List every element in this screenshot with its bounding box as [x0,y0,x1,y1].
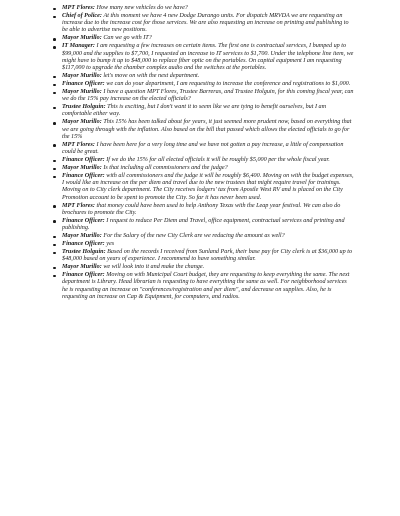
statement-text: If we do the 15% for all elected officials it will be roughly $5,000 per the whole fiscal year. [106,157,330,164]
statement-text: Moving on with Municipal Court budget, they are requesting to keep everything the same. The next department is Library. Head librarian is requesting to have everything the same as well. For neighborhood services he is requesting an increase on "conferences/registration and per diem", and decrease on supplies. Also, he is requesting an increase on Cap & Equipment, for computers, and radios. [62,272,350,300]
speaker-colon: : [99,264,104,271]
statement-text: For the Salary of the new City Clerk are we reducing the amount as well? [103,233,285,240]
bullet-icon [53,236,56,239]
speaker-name: Trustee Holguin [62,104,104,111]
statement-text: let's move on with the next department. [103,73,200,80]
statement-text: Based on the records I received from Sunland Park, their base pay for City clerk is at $36,000 up to $48,000 based on years of experience. I recommend to have something similar. [62,249,353,263]
statement-text: Is that including all commissioners and the judge? [103,165,228,172]
list-item [62,13,354,35]
statement-text: we can do your department, I am requesting to increase the conference and registrations to $1,000. [106,81,351,88]
list-item [62,142,354,156]
bullet-icon [53,275,56,278]
speaker-name: Mayor Murillo [62,35,100,42]
list-item [62,104,354,118]
speaker-colon: : [99,165,104,172]
statement-text: I have a question MPT Flores, Trustee Barreras, and Trustee Holguin, for this coming fiscal year, can we do the 15% pay increase on the elected officials? [62,89,354,103]
list-item [62,5,354,12]
statement-text: I have been here for a very long time and we have not gotten a pay increase, a little of compensation could be great. [62,141,344,156]
list-item [62,35,354,42]
bullet-icon [53,8,56,11]
statement-text: yes [106,241,115,248]
bullet-icon [53,107,56,110]
bullet-icon [53,122,56,125]
speaker-colon: : [102,173,107,180]
statement-text: At this moment we have 4 new Dodge Durango units. For dispatch MRVDA we are requesting an increase due to the increase cost for those services. We are also requesting an increase on printing and publishing to be able to advertise new positions. [62,13,349,34]
list-item [62,119,354,141]
speaker-name: Mayor Murillo [62,89,100,96]
bullet-icon [53,205,56,208]
speaker-colon: : [102,217,107,224]
speaker-colon: : [99,233,104,240]
speaker-colon: : [92,202,97,209]
speaker-colon: : [102,241,107,248]
speaker-name: Finance Officer [62,157,103,164]
speaker-name: MPT Flores [62,141,93,148]
speaker-colon: : [102,81,107,88]
list-item [62,165,354,172]
speaker-name: MPT Flores [62,5,93,11]
speaker-name: Finance Officer [62,217,103,224]
minutes-list [62,5,354,301]
statement-text: with all commissioners and the judge it will be roughly $6,400. Moving on with the budget expenses, I would like an increase on the per diem and travel due to the new trustees that might require travel for trainings. Moving on to City clerk department. The City receives lodgers' tax from Apostle West RV and is placed on the City Promotion account to be spent to promote the City. So far it has never been used. [62,173,354,201]
bullet-icon [53,92,56,95]
bullet-icon [53,220,56,223]
speaker-name: Chief of Police [62,13,100,19]
speaker-colon: : [99,35,104,42]
speaker-colon: : [103,104,108,111]
speaker-name: Finance Officer [62,173,103,180]
statement-text: Can we go with IT? [103,35,152,42]
speaker-colon: : [99,13,104,19]
list-item [62,73,354,80]
statement-text: I am requesting a few increases on certain items. The first one is contractual services, I bumped up to $99,000 and the supplies to $7,700, I requested an increase to IT services to $1,700. Under the telephone line item, we might have to bump it up to $48,000 to replace fiber optic on the portables. On capital equipment I am requesting $117,000 to upgrade the chamber complex audio and the switches at the portables. [62,43,354,72]
statement-text: we will look into it and make the change. [103,264,205,271]
bullet-icon [53,176,56,179]
bullet-icon [53,168,56,171]
list-item [62,249,354,263]
speaker-name: MPT Flores [62,202,93,209]
list-item [62,218,354,232]
speaker-name: Mayor Murillo [62,73,100,80]
speaker-name: Finance Officer [62,81,103,88]
speaker-colon: : [103,249,108,256]
bullet-icon [53,144,56,147]
statement-text: that money could have been used to help Anthony Texas with the Leap year festival. We can also do brochures to promote the City. [62,202,341,216]
speaker-colon: : [102,272,107,279]
bullet-icon [53,84,56,87]
speaker-name: Mayor Murillo [62,233,100,240]
speaker-colon: : [92,5,97,11]
speaker-name: Finance Officer [62,241,103,248]
bullet-icon [53,267,56,270]
list-item [62,89,354,103]
speaker-colon: : [102,157,107,164]
speaker-colon: : [99,89,104,96]
speaker-name: Mayor Murillo [62,264,100,271]
speaker-colon: : [92,141,97,148]
list-item [62,43,354,72]
list-item [62,264,354,271]
list-item [62,157,354,164]
bullet-icon [53,160,56,163]
speaker-name: Mayor Murillo [62,165,100,172]
statement-text: This 15% has been talked about for years, it just seemed more prudent now, based on everything that we are going through with the inflation. Also based on the bill that passed which allows the elected officials to go for the 15% [62,119,352,140]
bullet-icon [53,244,56,247]
statement-text: This is exciting, but I don't want it to seem like we are tying to benefit ourselves, but I am comfortable either way. [62,104,327,118]
bullet-icon [53,46,56,49]
speaker-colon: : [92,43,97,50]
speaker-name: Mayor Murillo [62,119,100,126]
list-item [62,241,354,248]
list-item [62,272,354,301]
speaker-name: Trustee Holguin [62,249,104,256]
list-item [62,233,354,240]
speaker-name: IT Manager [62,43,93,50]
bullet-icon [53,16,56,19]
statement-text: How many new vehicles do we have? [96,5,188,11]
list-item [62,173,354,202]
bullet-icon [53,38,56,41]
bullet-icon [53,252,56,255]
list-item [62,203,354,217]
speaker-colon: : [99,73,104,80]
list-item [62,81,354,88]
bullet-icon [53,76,56,79]
speaker-colon: : [99,119,104,126]
speaker-name: Finance Officer [62,272,103,279]
statement-text: I request to reduce Per Diem and Travel, office equipment, contractual services and printing and publishing. [62,217,345,232]
